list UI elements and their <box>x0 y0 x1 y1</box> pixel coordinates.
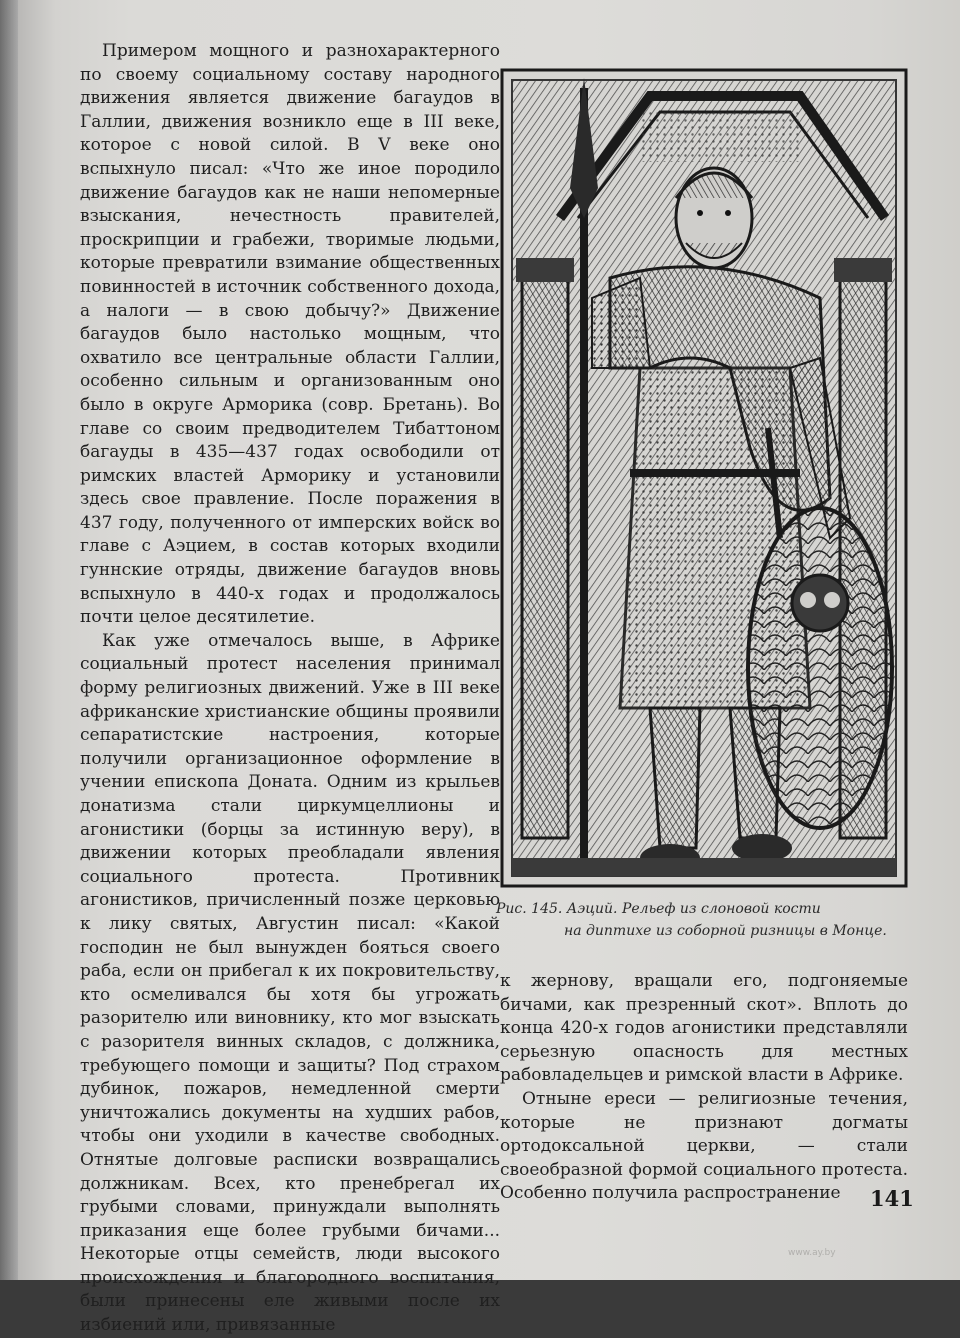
aetius-ivory-relief-figure <box>500 68 908 888</box>
figure-caption <box>496 898 916 942</box>
paragraph-africa: Как уже отмечалось выше, в Африке социальный протест населения принимал форму религиозных движений. Уже в III веке африканские христианские общины проявили сепаратистские настроения, которые получили организационное оформление в учении епископа Доната. Одним из крыльев донатизма стали циркумцеллионы и агонистики (борцы за истинную веру), в движении которых преобладали явления социального протеста. Противник агонистиков, причисленный позже церковью к лику святых, Августин писал: «Какой господин не был вынужден бояться своего раба, если он прибегал к их покровительству, кто осмеливался бы хотя бы угрожать разорителю или виновнику, кто мог взыскать с разорителя винных складов, с должника, требующего помощи и защиты? Под страхом дубинок, пожаров, немедленной смерти уничтожались документы на худших рабов, чтобы они уходили в качестве свободных. Отнятые долговые расписки возвращались должникам. Всех, кто пренебрегал их грубыми словами, принуждали выполнять приказания еще более грубыми бичами... Некоторые отцы семейств, люди высокого происхождения и благородного воспитания, были принесены еле живыми после их избиений или, привязанные <box>80 630 500 1336</box>
right-text-column <box>500 970 908 1206</box>
paragraph-heresies: Отныне ереси — религиозные течения, которые не признают догматы ортодоксальной церкви, — стали своеобразной формой социального протеста. Особенно получила распространение <box>500 1088 908 1204</box>
paragraph-bagaudae: Примером мощного и разнохарактерного по своему социальному составу народного движения является движение багаудов в Галлии, движения возникло еще в III веке, которое с новой силой. В V веке оно вспыхнуло писал: «Что же иное породило движение багаудов как не наши непомерные взыскания, нечестность правителей, проскрипции и грабежи, творимые людьми, которые превратили взимание общественных повинностей в источник собственного дохода, а налоги — в свою добычу?» Движение багаудов было настолько мощным, что охватило все центральные области Галлии, особенно сильным и организованным оно было в округе Арморика (совр. Бретань). Во главе со своим предводителем Тибаттоном багауды в 435—437 годах освободили от римских властей Арморику и установили здесь свое правление. После поражения в 437 году, полученного от имперских войск во главе с Аэцием, в состав которых входили гуннские отряды, движение багаудов вновь вспыхнуло в 440-х годах и продолжалось почти целое десятилетие. <box>80 41 500 628</box>
watermark-text: www.ay.by <box>788 1248 836 1258</box>
paragraph-continuation: к жернову, вращали его, подгоняемые бичами, как презренный скот». Вплоть до конца 420-х годов агонистики представляли серьезную опасность для местных рабовладельцев и римской власти в Африке. <box>500 971 908 1086</box>
left-text-column <box>80 40 500 1338</box>
previous-page-edge <box>0 0 18 1280</box>
caption-line-2: на диптихе из соборной ризницы в Монце. <box>564 923 887 939</box>
caption-line-1: Рис. 145. Аэций. Рельеф из слоновой кости <box>496 901 821 917</box>
book-page <box>18 0 960 1336</box>
page-number: 141 <box>870 1186 914 1211</box>
relief-illustration <box>500 68 908 888</box>
